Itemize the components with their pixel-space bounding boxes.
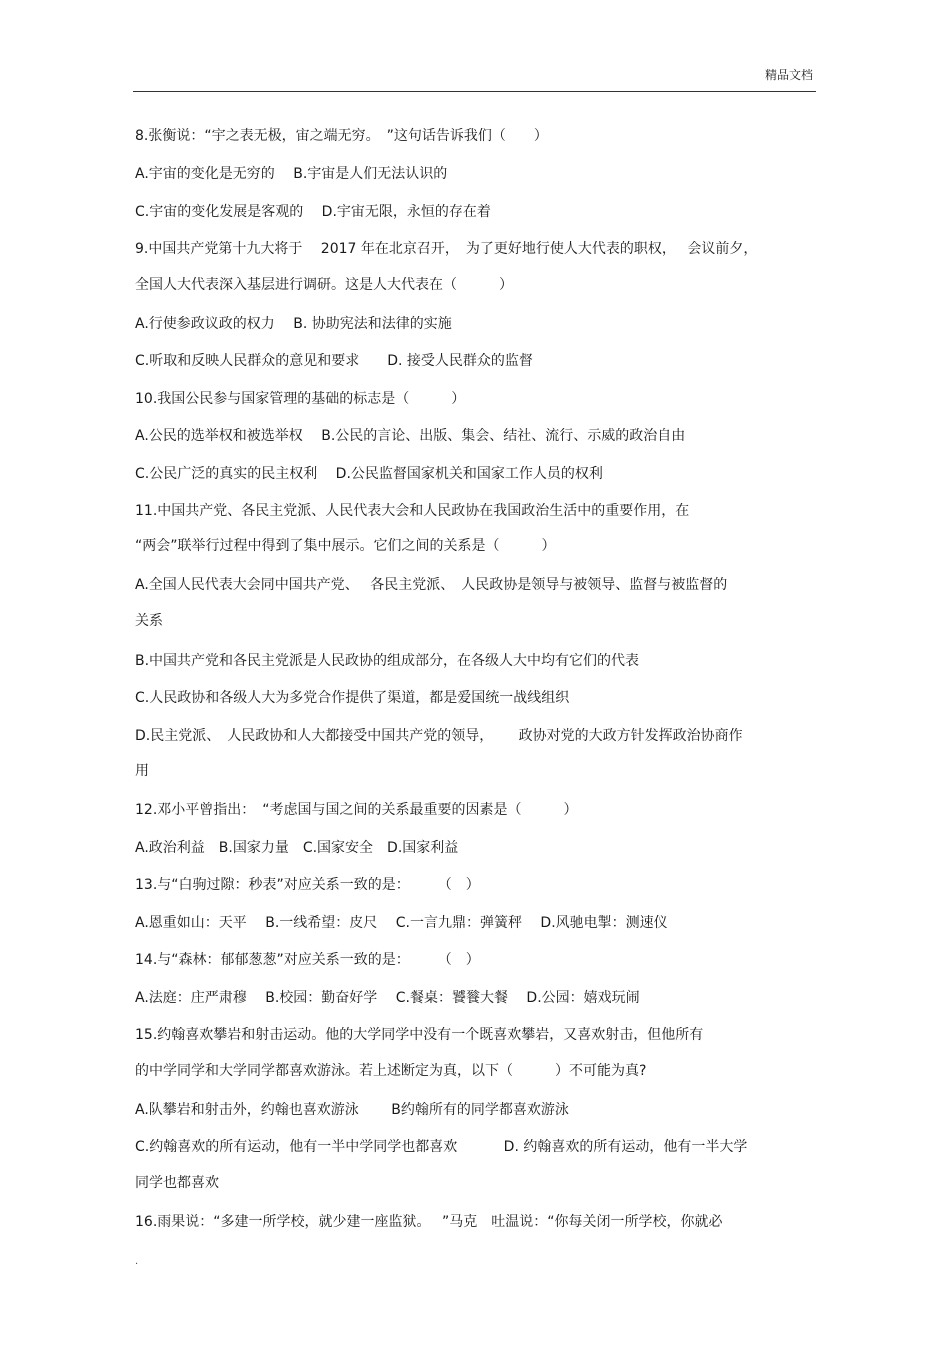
text-line: 14.与“森林：郁郁葱葱”对应关系一致的是： （ ） <box>135 952 480 968</box>
text-line: 10.我国公民参与国家管理的基础的标志是（ ） <box>135 391 466 407</box>
text-line: C.人民政协和各级人大为多党合作提供了渠道，都是爱国统一战线组织 <box>135 690 570 706</box>
text-line: 同学也都喜欢 <box>135 1175 219 1191</box>
text-line: 12.邓小平曾指出： “考虑国与国之间的关系最重要的因素是（ ） <box>135 802 578 818</box>
text-line: D.民主党派、 人民政协和人大都接受中国共产党的领导， 政协对党的大政方针发挥政治协商作 <box>135 728 743 744</box>
text-line: B.中国共产党和各民主党派是人民政协的组成部分，在各级人大中均有它们的代表 <box>135 653 640 669</box>
text-line: 全国人大代表深入基层进行调研。这是人大代表在（ ） <box>135 277 513 293</box>
text-line: 用 <box>135 763 149 779</box>
text-line: A.政治利益 B.国家力量 C.国家安全 D.国家利益 <box>135 840 459 856</box>
text-line: A.恩重如山：天平 B.一线希望：皮尺 C.一言九鼎：弹簧秤 D.风驰电掣：测速仪 <box>135 915 668 931</box>
text-line: 13.与“白驹过隙：秒表”对应关系一致的是： （ ） <box>135 877 480 893</box>
text-line: 8.张衡说：“宇之表无极，宙之端无穷。 ”这句话告诉我们（ ） <box>135 128 548 144</box>
text-line: A.队攀岩和射击外，约翰也喜欢游泳 B约翰所有的同学都喜欢游泳 <box>135 1102 569 1118</box>
header-label: 精品文档 <box>764 68 813 82</box>
text-line: 11.中国共产党、各民主党派、人民代表大会和人民政协在我国政治生活中的重要作用，在 <box>135 503 690 519</box>
text-line: 16.雨果说：“多建一所学校，就少建一座监狱。 ”马克 吐温说：“你每关闭一所学校，你就必 <box>135 1214 723 1230</box>
text-line: A.法庭：庄严肃穆 B.校园：勤奋好学 C.餐桌：饕餮大餐 D.公园：嬉戏玩闹 <box>135 990 640 1006</box>
text-line: 的中学同学和大学同学都喜欢游泳。若上述断定为真，以下（ ）不可能为真? <box>135 1063 647 1079</box>
text-line: C.公民广泛的真实的民主权利 D.公民监督国家机关和国家工作人员的权利 <box>135 466 603 482</box>
text-line: A.全国人民代表大会同中国共产党、 各民主党派、 人民政协是领导与被领导、监督与被监督的 <box>135 577 728 593</box>
header-rule <box>133 91 816 92</box>
footer-mark: . <box>135 1256 139 1267</box>
text-line: C.宇宙的变化发展是客观的 D.宇宙无限，永恒的存在着 <box>135 204 491 220</box>
text-line: 15.约翰喜欢攀岩和射击运动。他的大学同学中没有一个既喜欢攀岩，又喜欢射击，但他所有 <box>135 1027 704 1043</box>
text-line: A.宇宙的变化是无穷的 B.宇宙是人们无法认识的 <box>135 166 448 182</box>
page-header <box>0 0 950 100</box>
text-line: A.公民的选举权和被选举权 B.公民的言论、出版、集会、结社、流行、示威的政治自由 <box>135 428 686 444</box>
text-line: “两会”联举行过程中得到了集中展示。它们之间的关系是（ ） <box>135 538 556 554</box>
text-line: 9.中国共产党第十九大将于 2017 年在北京召开， 为了更好地行使人大代表的职权， 会议前夕， <box>135 241 758 257</box>
text-line: C.听取和反映人民群众的意见和要求 D. 接受人民群众的监督 <box>135 353 533 369</box>
text-line: 关系 <box>135 613 163 629</box>
text-line: A.行使参政议政的权力 B. 协助宪法和法律的实施 <box>135 316 452 332</box>
text-line: C.约翰喜欢的所有运动，他有一半中学同学也都喜欢 D. 约翰喜欢的所有运动，他有一半大学 <box>135 1139 748 1155</box>
